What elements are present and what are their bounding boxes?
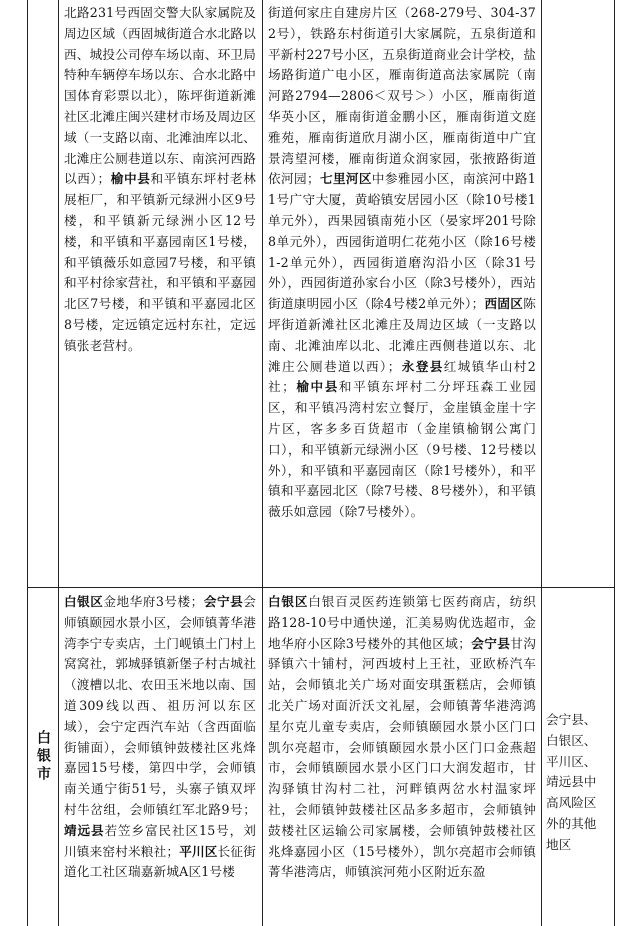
upper-high-risk-cell: 北路231号西固交警大队家属院及周边区域（西固城街道合水北路以西、城投公司停车场以南、环卫局特种车辆停车场以东、合水北路中国体育彩票以北），陈坪街道新滩社区北滩庄闽兴建材市场及周边区域（一支路以南、北滩油库以北、北滩庄公厕巷道以东、南滨河西路以西）；榆中县和平镇东坪村老林展柜厂，和平镇新元绿洲小区9号楼，和平镇新元绿洲小区12号楼，和平镇和平嘉园南区1号楼，和平镇薇乐如意园7号楼，和平镇和平村徐家营社，和平镇和平嘉园北区7号楼，和平镇和平嘉园北区8号楼，定远镇定远村东社，定远镇张老营村。 (64, 5, 256, 353)
city-label: 白银市 (35, 730, 51, 784)
lower-medium-risk-cell: 白银区白银百灵医药连锁第七医药商店，纺织路128-10号中通快递，汇美易购优选超市，金地华府小区除3号楼外的其他区域；会宁县甘沟驿镇六十铺村，河西坡村上王社，亚欧桥汽车站，会师镇北关广场对面安琪蛋糕店，会师镇北关广场对面沂沃文礼屋，会师镇菁华港湾鸿星尔克儿童专卖店，会师镇颐园水景小区门口凯尔亮超市，会师镇颐园水景小区门口金燕超市，会师镇颐园水景小区门口大润发超市，甘沟驿镇甘沟村二社，河畔镇两岔水村温家坪社，会师镇钟鼓楼社区品多多超市，会师镇钟鼓楼社区运输公司家属楼，会师镇钟鼓楼社区兆烽嘉园小区（15号楼外），凯尔亮超市会师镇菁华港湾店，师镇滨河苑小区附近东盈 (268, 594, 537, 880)
upper-medium-risk-cell: 街道何家庄自建房片区（268-279号、304-372号），铁路东村街道引大家属院，五泉街道和平新村227号小区，五泉街道商业会计学校，盐场路街道广电小区，雁南街道高法家属院（南河路2794—2806＜双号＞）小区，雁南街道华英小区，雁南街道金鹏小区，雁南街道文庭雅苑，雁南街道欣月湖小区，雁南街道中广宜景湾望河楼，雁南街道众润家园，张掖路街道依河园；七里河区中参雅园小区，南滨河中路11号广守大厦，黄峪镇安居园小区（除10号楼1单元外），西果园镇南苑小区（晏家坪201号除8单元外），西园街道明仁花苑小区（除16号楼1-2单元外），西园街道磨沟沿小区（除31号外），西园街道孙家台小区（除3号楼外），西站街道康明园小区（除4号楼2单元外）；西固区陈坪街道新滩社区北滩庄及周边区域（一支路以南、北滩油库以北、北滩庄西侧巷道以东、北滩庄公厕巷道以西）；永登县红城镇华山村2社；榆中县和平镇东坪村二分坪珏森工业园区，和平镇冯湾村宏立餐厅，金崖镇金崖十字片区，客多多百货超市（金崖镇榆钢公寓门口），和平镇新元绿洲小区（9号楼、12号楼以外），和平镇和平嘉园南区（除1号楼外），和平镇和平嘉园北区（除7号楼、8号楼外），和平镇薇乐如意园（除7号楼外）。 (268, 5, 536, 520)
district-name: 白银区 (64, 594, 104, 609)
table-divider-note (541, 0, 542, 926)
row-divider (27, 587, 615, 588)
lower-high-risk-cell: 白银区金地华府3号楼；会宁县会师镇颐园水景小区，会师镇菁华港湾李宁专卖店，土门岘镇土门村上窝窝社，郭城驿镇新堡子村古城社（渡槽以北、农田玉米地以南、国道309线以西、祖历河以东区域），会宁定西汽车站（含西面临街铺面），会师镇钟鼓楼社区兆烽嘉园15号楼，第四中学，会师镇南关通宁街51号，头寨子镇双坪村牛岔组，会师镇红军北路9号；靖远县若笠乡富民社区15号，刘川镇来窑村米粮社；平川区长征街道化工社区瑞嘉新城A区1号楼 (64, 594, 256, 880)
district-name: 白银区 (268, 594, 309, 609)
district-name: 平川区 (179, 843, 218, 859)
table-border-right (614, 0, 615, 926)
city-cell (28, 588, 58, 926)
table-divider-middle (262, 0, 263, 926)
district-name: 靖远县 (64, 822, 105, 838)
district-name: 榆中县 (110, 171, 151, 187)
district-name: 会宁县 (471, 635, 511, 651)
district-name: 永登县 (400, 358, 444, 374)
district-name: 七里河区 (319, 171, 372, 187)
district-name: 会宁县 (203, 594, 244, 609)
district-name: 榆中县 (294, 379, 339, 395)
district-name: 西固区 (484, 296, 524, 312)
low-risk-note: 会宁县、白银区、平川区、靖远县中高风险区外的其他地区 (546, 712, 597, 852)
table-divider-city (58, 0, 59, 926)
